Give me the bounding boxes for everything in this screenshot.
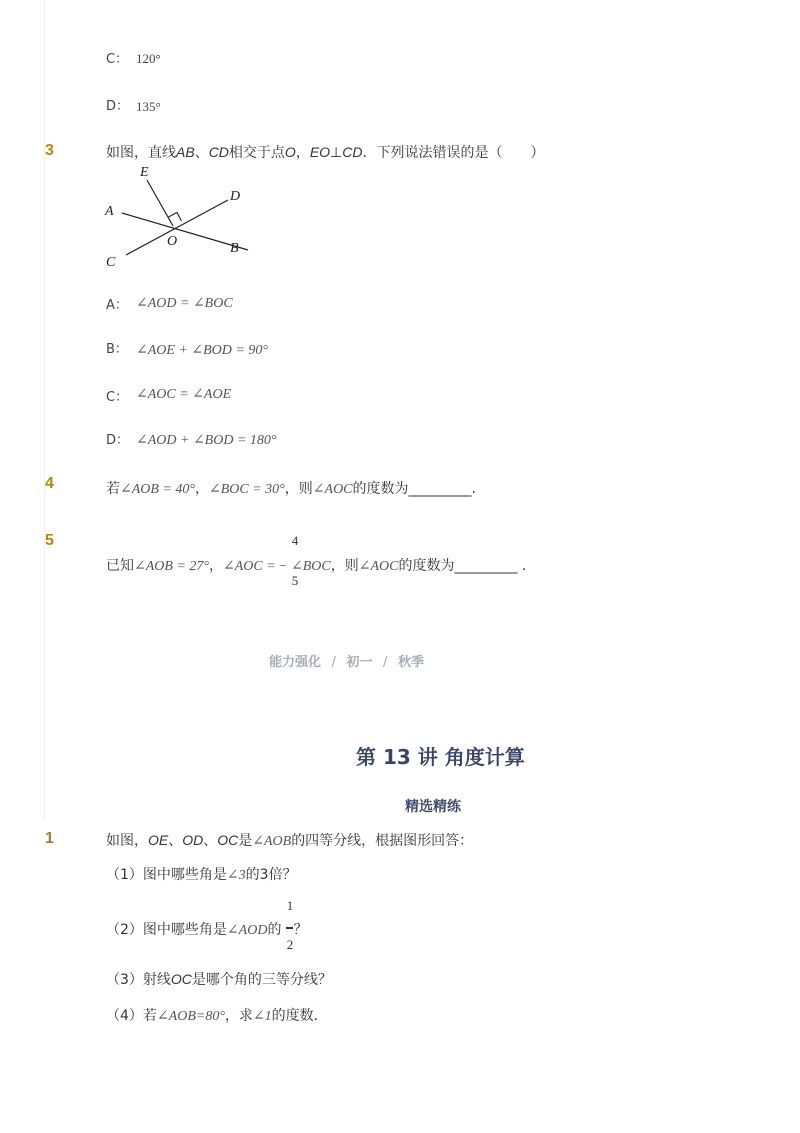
p1-sub-question-4 [106,1005,328,1025]
p1-sub1-angle: ∠3 [226,868,246,883]
q5-expr-boc: ∠BOC [290,559,331,574]
q3-line-ab: AB [176,144,195,160]
p1-sub2-text: ？ [293,922,308,938]
q4-text: ， [195,481,209,497]
figure-label-d: D [230,189,241,204]
q3-option-b-label: B： [106,342,128,357]
footer-course: 能力强化 [269,655,322,670]
q5-stem [106,555,526,575]
p1-text: 是 [238,833,253,849]
q3-ray-eo: EO [309,144,331,160]
q5-expr-aob: ∠AOB = 27° [134,559,209,574]
q3-option-c-expr: ∠AOC = ∠AOE [136,387,232,402]
p1-sub1-text: （1）图中哪些角是 [106,867,227,883]
q5-fraction-denominator: 5 [291,573,299,588]
p1-sub4-text: （4）若 [106,1008,157,1024]
p1-sub-question-1 [106,864,297,884]
p1-sub3-ray-oc: OC [170,971,192,987]
q5-text: ，则 [330,558,359,574]
figure-label-c: C [106,255,116,270]
q5-fraction-numerator: 4 [291,533,299,548]
figure-label-a: A [105,204,114,219]
question-number-5: 5 [45,532,54,549]
q5-negative-sign: − [279,558,287,573]
q3-stem-text: 如图，直线 [106,145,176,161]
q3-line-cd: CD [208,144,229,160]
q3-option-d-label: D： [106,433,130,448]
p1-sep: 、 [203,833,218,849]
q3-perp: ⊥ [330,145,343,161]
q3-option-d-expr: ∠AOD + ∠BOD = 180° [136,433,277,448]
q5-text: 已知 [106,558,134,574]
p1-sub2-fraction-numerator: 1 [286,898,294,913]
q3-point-o: O [284,144,296,160]
p1-sub3-text: （3）射线 [106,972,171,988]
q3-option-b-expr: ∠AOE + ∠BOD = 90° [136,343,268,358]
p1-sub2-text: （2）图中哪些角是 [106,922,227,938]
section-title: 精选精练 [405,799,461,815]
p1-sub2-angle: ∠AOD [226,923,268,938]
q4-expr-aoc: ∠AOC [312,482,353,497]
q4-stem [106,478,476,498]
q3-stem-text: ．下列说法错误的是（ ） [362,145,545,161]
q3-stem-text: 相交于点 [228,145,285,161]
q3-line-cd-2: CD [342,144,363,160]
figure-label-o: O [167,234,178,249]
question-number-3: 3 [45,142,54,159]
q2-option-c-value: 120° [136,51,161,66]
q2-option-c-label: C： [106,52,129,67]
p1-sub4-text: 的度数． [271,1008,328,1024]
p1-sub2-fraction-denominator: 2 [286,937,294,952]
footer-grade: 初一 [346,655,373,670]
p1-sub2-text: 的 [267,922,282,938]
p1-sub-question-3 [106,969,332,989]
p1-sub1-text: 的3倍？ [245,867,297,883]
left-margin-rule [44,0,45,820]
p1-sub3-text: 是哪个角的三等分线？ [191,972,332,988]
q5-text: ， [209,558,223,574]
lesson-title: 第 13 讲 角度计算 [356,745,525,769]
q3-geometry-figure [100,160,260,275]
figure-label-e: E [140,165,149,180]
q3-comma: ， [295,145,310,161]
p1-sub4-angle-1: ∠1 [252,1009,272,1024]
q4-expr-aob: ∠AOB = 40° [120,482,195,497]
q3-option-c-label: C： [106,390,129,405]
q5-text: 的度数为_________ . [398,558,527,574]
figure-label-b: B [230,241,239,256]
page-footer [269,651,424,670]
footer-term: 秋季 [397,655,424,670]
p1-sub-question-2 [106,919,307,939]
footer-separator: / [331,655,336,670]
p1-text: 的四等分线，根据图形回答： [291,833,474,849]
p1-ray-oc: OC [217,832,239,848]
problem-number-1: 1 [45,830,54,847]
footer-separator: / [383,655,388,670]
p1-text: 如图， [106,833,148,849]
q4-text: 的度数为_________. [352,481,476,497]
q4-text: 若 [106,481,120,497]
p1-ray-od: OD [182,832,204,848]
question-number-4: 4 [45,475,54,492]
p1-ray-oe: OE [148,832,169,848]
q5-expr-aoc-2: ∠AOC [358,559,399,574]
p1-stem [106,830,473,850]
q2-option-d-value: 135° [136,99,161,114]
q4-expr-boc: ∠BOC = 30° [209,482,285,497]
q3-stem [106,142,544,162]
p1-sub4-text: ，求 [224,1008,253,1024]
q3-option-a-expr: ∠AOD = ∠BOC [136,296,233,311]
q4-text: ，则 [284,481,313,497]
q5-expr-aoc: ∠AOC = [223,559,280,574]
p1-sep: 、 [168,833,183,849]
ray-oe [147,180,173,226]
q3-option-a-label: A： [106,298,128,313]
p1-sub4-angle-aob: ∠AOB=80° [156,1009,225,1024]
p1-angle-aob: ∠AOB [252,834,292,849]
q3-sep: 、 [194,145,209,161]
right-angle-mark [169,213,182,222]
q2-option-d-label: D： [106,99,130,114]
